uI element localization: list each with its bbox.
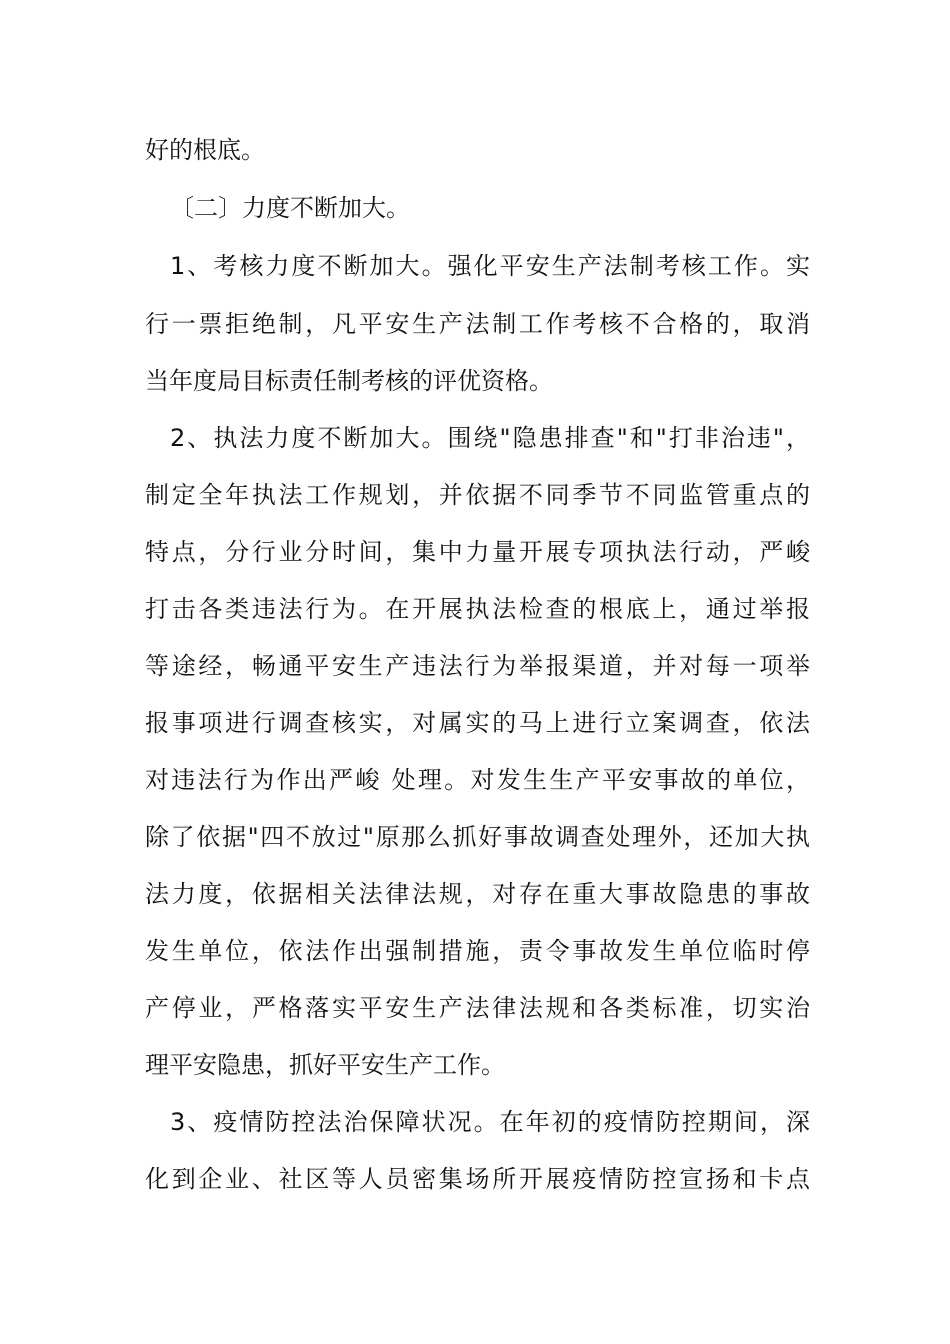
text-line-18: 3、疫情防控法治保障状况。在年初的疫情防控期间，深 <box>170 1108 810 1136</box>
text-line-7: 制定全年执法工作规划，并依据不同季节不同监管重点的 <box>145 481 810 509</box>
text-line-9: 打击各类违法行为。在开展执法检查的根底上，通过举报 <box>145 595 810 623</box>
text-line-19: 化到企业、社区等人员密集场所开展疫情防控宣扬和卡点 <box>145 1165 810 1193</box>
text-line-11: 报事项进行调查核实，对属实的马上进行立案调查，依法 <box>145 709 810 737</box>
text-line-4: 行一票拒绝制，凡平安生产法制工作考核不合格的，取消 <box>145 310 810 338</box>
text-line-6: 2、执法力度不断加大。围绕"隐患排查"和"打非治违"， <box>170 424 810 452</box>
text-line-12: 对违法行为作出严峻 处理。对发生生产平安事故的单位， <box>145 766 810 794</box>
text-line-2: 〔二〕力度不断加大。 <box>170 194 410 222</box>
text-line-15: 发生单位，依法作出强制措施，责令事故发生单位临时停 <box>145 937 810 965</box>
text-line-5: 当年度局目标责任制考核的评优资格。 <box>145 367 553 395</box>
text-line-8: 特点，分行业分时间，集中力量开展专项执法行动，严峻 <box>145 538 810 566</box>
text-line-17: 理平安隐患，抓好平安生产工作。 <box>145 1051 505 1079</box>
text-line-16: 产停业，严格落实平安生产法律法规和各类标准，切实治 <box>145 994 810 1022</box>
text-line-14: 法力度，依据相关法律法规，对存在重大事故隐患的事故 <box>145 880 810 908</box>
text-line-10: 等途经，畅通平安生产违法行为举报渠道，并对每一项举 <box>145 652 810 680</box>
text-line-1: 好的根底。 <box>145 136 265 164</box>
text-line-3: 1、考核力度不断加大。强化平安生产法制考核工作。实 <box>170 252 810 280</box>
text-line-13: 除了依据"四不放过"原那么抓好事故调查处理外，还加大执 <box>145 823 810 851</box>
